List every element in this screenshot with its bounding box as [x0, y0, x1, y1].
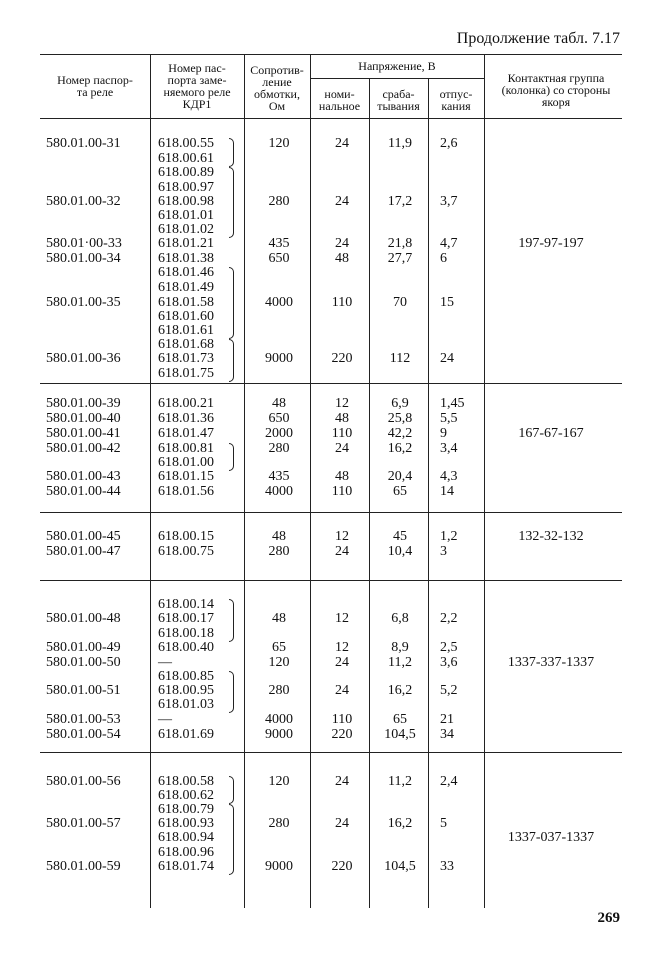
replaced-passport: 618.00.96 [158, 845, 214, 860]
nominal-voltage: 24 [335, 441, 349, 456]
pickup-voltage: 8,9 [391, 640, 409, 655]
header-voltage: Напряжение, В [358, 59, 436, 73]
grouping-brace [229, 339, 234, 382]
resistance-value: 435 [268, 469, 290, 484]
resistance-value: 9000 [265, 859, 293, 874]
pickup-voltage: 42,2 [387, 426, 413, 441]
pickup-voltage: 6,8 [391, 611, 409, 626]
passport-number: 580.01.00-41 [46, 426, 121, 441]
passport-number: 580.01.00-51 [46, 683, 121, 698]
passport-number: 580.01.00-56 [46, 774, 121, 789]
resistance-value: 280 [268, 816, 290, 831]
release-voltage: 4,3 [440, 469, 458, 484]
grouping-brace [229, 599, 234, 642]
release-voltage: 9 [440, 426, 447, 441]
release-voltage: 1,45 [440, 396, 465, 411]
resistance-value: 280 [268, 441, 290, 456]
resistance-value: 4000 [265, 295, 293, 310]
nominal-voltage: 24 [335, 236, 349, 251]
col-rule-2 [244, 54, 245, 908]
pickup-voltage: 16,2 [387, 816, 413, 831]
passport-number: 580.01.00-40 [46, 411, 121, 426]
passport-number: 580.01.00-48 [46, 611, 121, 626]
col-rule-1 [150, 54, 151, 908]
resistance-value: 48 [272, 529, 286, 544]
rule-group-3 [40, 580, 622, 581]
pickup-voltage: 65 [393, 712, 407, 727]
contact-group: 1337-037-1337 [507, 830, 595, 845]
release-voltage: 14 [440, 484, 454, 499]
release-voltage: 24 [440, 351, 454, 366]
release-voltage: 6 [440, 251, 447, 266]
passport-number: 580.01.00-59 [46, 859, 121, 874]
replaced-passport: 618.01.60 [158, 309, 214, 324]
rule-voltage-sub [310, 78, 484, 79]
pickup-voltage: 6,9 [391, 396, 409, 411]
header-pickup: сраба- тывания [377, 87, 420, 113]
contact-group: 197-97-197 [518, 236, 584, 251]
release-voltage: 5,2 [440, 683, 458, 698]
passport-number: 580.01.00-31 [46, 136, 121, 151]
rule-top [40, 54, 622, 55]
contact-group: 1337-337-1337 [507, 655, 595, 670]
replaced-passport: 618.01.01 [158, 208, 214, 223]
replaced-passport: 618.01.47 [158, 426, 214, 441]
release-voltage: 5 [440, 816, 447, 831]
replaced-passport: 618.00.61 [158, 151, 214, 166]
resistance-value: 65 [272, 640, 286, 655]
grouping-brace [229, 443, 234, 471]
grouping-brace [229, 804, 234, 875]
rule-header-bottom [40, 118, 622, 119]
replaced-passport: 618.00.93 [158, 816, 214, 831]
replaced-passport: 618.00.58 [158, 774, 214, 789]
grouping-brace [229, 776, 234, 804]
nominal-voltage: 24 [335, 683, 349, 698]
grouping-brace [229, 671, 234, 713]
resistance-value: 9000 [265, 727, 293, 742]
passport-number: 580.01.00-45 [46, 529, 121, 544]
pickup-voltage: 20,4 [387, 469, 413, 484]
replaced-passport: — [158, 712, 172, 727]
replaced-passport: 618.00.89 [158, 165, 214, 180]
replaced-passport: 618.01.02 [158, 222, 214, 237]
release-voltage: 5,5 [440, 411, 458, 426]
replaced-passport: 618.01.15 [158, 469, 214, 484]
replaced-passport: 618.01.00 [158, 455, 214, 470]
resistance-value: 280 [268, 544, 290, 559]
col-rule-6 [484, 54, 485, 908]
pickup-voltage: 21,8 [387, 236, 413, 251]
resistance-value: 9000 [265, 351, 293, 366]
replaced-passport: 618.00.81 [158, 441, 214, 456]
pickup-voltage: 16,2 [387, 683, 413, 698]
replaced-passport: 618.00.40 [158, 640, 214, 655]
grouping-brace [229, 267, 234, 339]
nominal-voltage: 24 [335, 136, 349, 151]
pickup-voltage: 104,5 [384, 727, 416, 742]
replaced-passport: 618.01.36 [158, 411, 214, 426]
nominal-voltage: 110 [331, 295, 353, 310]
pickup-voltage: 17,2 [387, 194, 413, 209]
nominal-voltage: 48 [335, 251, 349, 266]
replaced-passport: 618.00.15 [158, 529, 214, 544]
replaced-passport: 618.00.79 [158, 802, 214, 817]
header-nominal: номи- нальное [318, 87, 361, 113]
resistance-value: 4000 [265, 712, 293, 727]
pickup-voltage: 65 [393, 484, 407, 499]
passport-number: 580.01.00-42 [46, 441, 121, 456]
nominal-voltage: 12 [335, 396, 349, 411]
resistance-value: 435 [268, 236, 290, 251]
nominal-voltage: 48 [335, 411, 349, 426]
release-voltage: 3,4 [440, 441, 458, 456]
grouping-brace [229, 167, 234, 238]
resistance-value: 120 [268, 655, 290, 670]
resistance-value: 48 [272, 611, 286, 626]
contact-group: 167-67-167 [518, 426, 584, 441]
release-voltage: 1,2 [440, 529, 458, 544]
nominal-voltage: 48 [335, 469, 349, 484]
nominal-voltage: 12 [335, 640, 349, 655]
replaced-passport: 618.00.94 [158, 830, 214, 845]
passport-number: 580.01.00-43 [46, 469, 121, 484]
replaced-passport: 618.00.18 [158, 626, 214, 641]
nominal-voltage: 110 [331, 712, 353, 727]
pickup-voltage: 45 [393, 529, 407, 544]
passport-number: 580.01.00-34 [46, 251, 121, 266]
release-voltage: 3 [440, 544, 447, 559]
passport-number: 580.01.00-50 [46, 655, 121, 670]
header-resistance: Сопротив- ление обмотки, Ом [250, 63, 304, 113]
resistance-value: 2000 [265, 426, 293, 441]
replaced-passport: 618.01.21 [158, 236, 214, 251]
pickup-voltage: 112 [389, 351, 411, 366]
replaced-passport: 618.01.69 [158, 727, 214, 742]
resistance-value: 280 [268, 194, 290, 209]
replaced-passport: 618.01.75 [158, 366, 214, 381]
replaced-passport: 618.00.14 [158, 597, 214, 612]
passport-number: 580.01.00-35 [46, 295, 121, 310]
release-voltage: 2,2 [440, 611, 458, 626]
header-passport: Номер паспор- та реле [57, 73, 133, 99]
replaced-passport: 618.01.49 [158, 280, 214, 295]
resistance-value: 120 [268, 774, 290, 789]
pickup-voltage: 10,4 [387, 544, 413, 559]
release-voltage: 4,7 [440, 236, 458, 251]
passport-number: 580.01.00-49 [46, 640, 121, 655]
nominal-voltage: 220 [331, 859, 353, 874]
replaced-passport: 618.00.17 [158, 611, 214, 626]
pickup-voltage: 11,9 [388, 136, 412, 151]
pickup-voltage: 25,8 [387, 411, 413, 426]
rule-group-2 [40, 512, 622, 513]
resistance-value: 650 [268, 411, 290, 426]
replaced-passport: 618.00.62 [158, 788, 214, 803]
resistance-value: 120 [268, 136, 290, 151]
nominal-voltage: 220 [331, 351, 353, 366]
replaced-passport: 618.01.58 [158, 295, 214, 310]
replaced-passport: 618.01.73 [158, 351, 214, 366]
release-voltage: 3,7 [440, 194, 458, 209]
nominal-voltage: 24 [335, 774, 349, 789]
replaced-passport: 618.00.95 [158, 683, 214, 698]
replaced-passport: 618.00.21 [158, 396, 214, 411]
nominal-voltage: 24 [335, 544, 349, 559]
replaced-passport: 618.01.46 [158, 265, 214, 280]
pickup-voltage: 11,2 [388, 774, 412, 789]
replaced-passport: 618.01.38 [158, 251, 214, 266]
replaced-passport: 618.01.03 [158, 697, 214, 712]
passport-number: 580.01.00-57 [46, 816, 121, 831]
pickup-voltage: 70 [393, 295, 407, 310]
nominal-voltage: 12 [335, 529, 349, 544]
release-voltage: 2,6 [440, 136, 458, 151]
contact-group: 132-32-132 [518, 529, 584, 544]
passport-number: 580.01.00-32 [46, 194, 121, 209]
release-voltage: 2,5 [440, 640, 458, 655]
nominal-voltage: 110 [331, 484, 353, 499]
passport-number: 580.01.00-47 [46, 544, 121, 559]
pickup-voltage: 104,5 [384, 859, 416, 874]
header-replaced: Номер пас- порта заме- няемого реле КДР1 [163, 61, 231, 111]
table-caption: Продолжение табл. 7.17 [456, 30, 620, 47]
passport-number: 580.01.00-44 [46, 484, 121, 499]
resistance-value: 280 [268, 683, 290, 698]
pickup-voltage: 11,2 [388, 655, 412, 670]
pickup-voltage: 27,7 [387, 251, 413, 266]
replaced-passport: 618.00.98 [158, 194, 214, 209]
resistance-value: 48 [272, 396, 286, 411]
nominal-voltage: 220 [331, 727, 353, 742]
replaced-passport: 618.00.75 [158, 544, 214, 559]
replaced-passport: 618.01.74 [158, 859, 214, 874]
resistance-value: 650 [268, 251, 290, 266]
header-release: отпус- кания [439, 87, 473, 113]
passport-number: 580.01.00-39 [46, 396, 121, 411]
replaced-passport: 618.01.61 [158, 323, 214, 338]
release-voltage: 34 [440, 727, 454, 742]
nominal-voltage: 24 [335, 655, 349, 670]
grouping-brace [229, 138, 234, 167]
release-voltage: 33 [440, 859, 454, 874]
pickup-voltage: 16,2 [387, 441, 413, 456]
nominal-voltage: 12 [335, 611, 349, 626]
replaced-passport: 618.00.55 [158, 136, 214, 151]
release-voltage: 2,4 [440, 774, 458, 789]
passport-number: 580.01.00-36 [46, 351, 121, 366]
nominal-voltage: 110 [331, 426, 353, 441]
nominal-voltage: 24 [335, 194, 349, 209]
resistance-value: 4000 [265, 484, 293, 499]
replaced-passport: 618.01.68 [158, 337, 214, 352]
rule-group-1 [40, 383, 622, 384]
passport-number: 580.01.00-54 [46, 727, 121, 742]
col-rule-3 [310, 54, 311, 908]
release-voltage: 15 [440, 295, 454, 310]
header-contact: Контактная группа (колонка) со стороны якоря [501, 71, 611, 109]
nominal-voltage: 24 [335, 816, 349, 831]
passport-number: 580.01·00-33 [46, 236, 122, 251]
replaced-passport: 618.00.97 [158, 180, 214, 195]
passport-number: 580.01.00-53 [46, 712, 121, 727]
replaced-passport: — [158, 655, 172, 670]
rule-group-4 [40, 752, 622, 753]
release-voltage: 3,6 [440, 655, 458, 670]
release-voltage: 21 [440, 712, 454, 727]
replaced-passport: 618.00.85 [158, 669, 214, 684]
page-number: 269 [597, 910, 620, 926]
replaced-passport: 618.01.56 [158, 484, 214, 499]
